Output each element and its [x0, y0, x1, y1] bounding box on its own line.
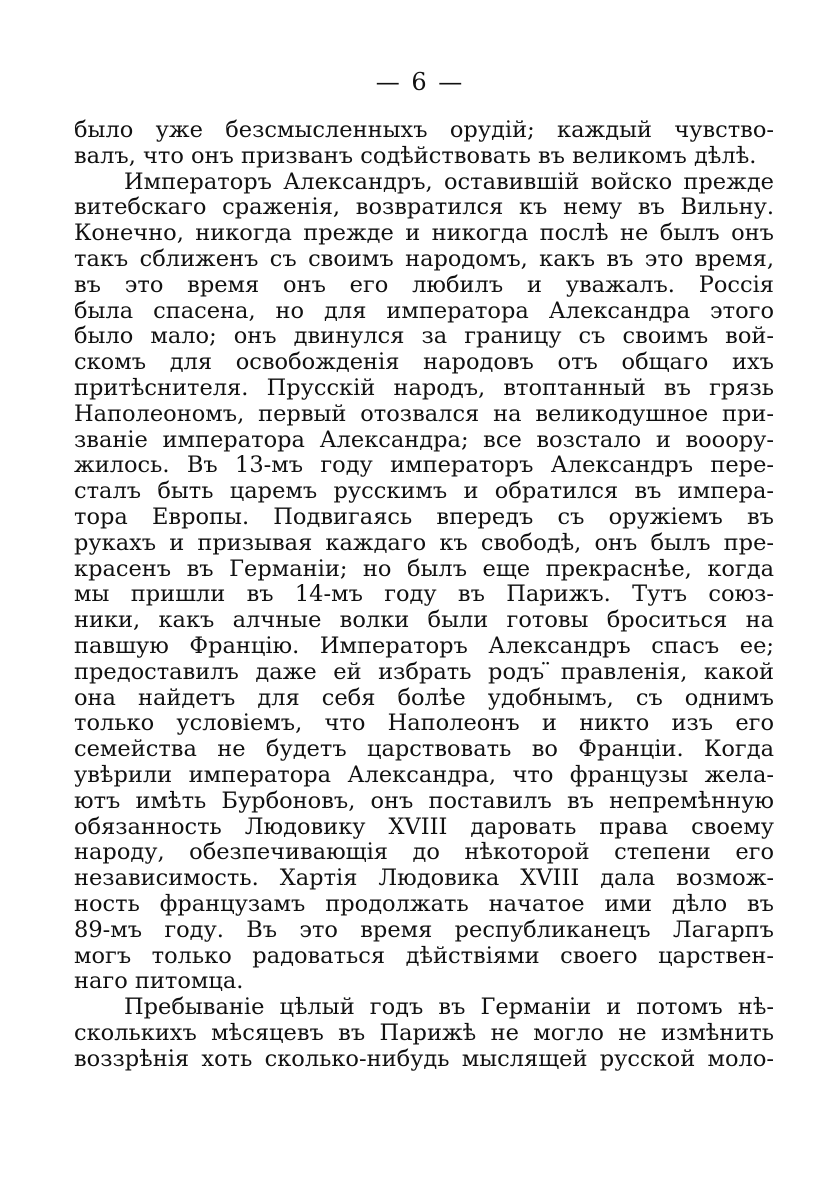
text-line: жилось. Въ 13-мъ году императоръ Александръ пере- [74, 452, 774, 479]
text-line: Конечно, никогда прежде и никогда послѣ не былъ онъ [74, 220, 774, 247]
text-line: семейства не будетъ царствовать во Франціи. Когда [74, 736, 774, 763]
page-number: — 6 — [375, 68, 465, 96]
text-line: ники, какъ алчные волки были готовы броситься на [74, 607, 774, 634]
text-line: тора Европы. Подвигаясь впередъ съ оружіемъ въ [74, 503, 774, 530]
text-line: увѣрили императора Александра, что французы жела- [74, 761, 774, 788]
text-line: въ это время онъ его любилъ и уважалъ. Россія [74, 271, 774, 298]
text-line: независимость. Хартія Людовика XVIII дала возмож- [74, 865, 774, 892]
text-line: павшую Францію. Императоръ Александръ спасъ ее; [74, 632, 774, 659]
text-line: было уже безсмысленныхъ орудій; каждый чувство- [74, 117, 774, 143]
text-line: народу, обезпечивающія до нѣкоторой степени его [74, 839, 774, 866]
text-line: обязанность Людовику XVIII даровать права своему [74, 813, 774, 840]
text-line: притѣснителя. Прусскій народъ, втоптанный въ грязь [74, 374, 774, 401]
text-line: наго питомца. [74, 968, 244, 995]
text-line: только условіемъ, что Наполеонъ и никто изъ его [74, 710, 774, 737]
text-line: скомъ для освобожденія народовъ отъ общаго ихъ [74, 349, 774, 376]
paragraph [74, 170, 774, 996]
text-line: такъ сближенъ съ своимъ народомъ, какъ въ это время, [74, 245, 774, 272]
text-line: было мало; онъ двинулся за границу съ своимъ вой- [74, 323, 774, 350]
text-line: рукахъ и призывая каждаго къ свободѣ, онъ былъ пре- [74, 529, 774, 556]
text-line: Императоръ Александръ, оставившій войско прежде [124, 168, 774, 195]
text-line: была спасена, но для императора Александра этого [74, 297, 774, 324]
text-line: ютъ имѣть Бурбоновъ, онъ поставилъ въ непремѣнную [74, 787, 774, 814]
text-line: она найдетъ для себя болѣе удобнымъ, съ однимъ [74, 684, 774, 711]
body-text [74, 118, 774, 1072]
text-line: 89-мъ году. Въ это время республиканецъ Лагарпъ [74, 916, 774, 943]
text-line: валъ, что онъ призванъ содѣйствовать въ великомъ дѣлѣ. [74, 142, 757, 169]
text-line: Пребываніе цѣлый годъ въ Германіи и потомъ нѣ- [124, 994, 774, 1021]
text-line: воззрѣнія хоть сколько-нибудь мыслящей русской моло- [74, 1045, 774, 1072]
text-line: витебскаго сраженія, возвратился къ нему въ Вильну. [74, 194, 774, 221]
text-line: сталъ быть царемъ русскимъ и обратился въ импера- [74, 478, 774, 505]
text-line: мы пришли въ 14-мъ году въ Парижъ. Тутъ союз- [74, 581, 774, 608]
text-line: красенъ въ Германіи; но былъ еще прекраснѣе, когда [74, 555, 774, 582]
text-line: Наполеономъ, первый отозвался на великодушное при- [74, 400, 774, 427]
text-line: могъ только радоваться дѣйствіями своего царствен- [74, 942, 774, 969]
paragraph [74, 995, 774, 1072]
text-line: ность французамъ продолжать начатое ими дѣло въ [74, 890, 774, 917]
text-line: сколькихъ мѣсяцевъ въ Парижѣ не могло не измѣнить [74, 1019, 774, 1046]
paragraph [74, 118, 774, 170]
text-line: званіе императора Александра; все возстало и вооору- [74, 426, 774, 453]
text-line: предоставилъ даже ей избрать родъ ̈правленія, какой [74, 658, 774, 685]
